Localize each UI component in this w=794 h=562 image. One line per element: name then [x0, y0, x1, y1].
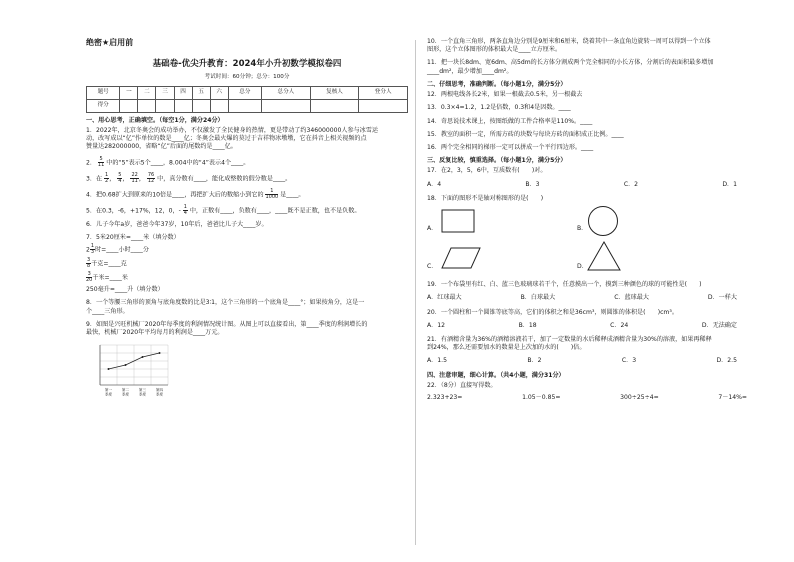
calc-item: 7－14%=: [718, 394, 747, 402]
question-3: 3．在 $\frac{1}{2}$ ， $\frac{5}{4}$ ， $\frac{22}{11}$ ， $\frac{76}{12}$ 中，真分数有____，能化成整数的假分数是____。: [86, 171, 292, 184]
denominator: 4: [183, 209, 187, 216]
score-header-cell: 登分人: [359, 86, 408, 99]
section-4-heading: 四、注意审题，细心计算。（共4小题，满分31分）: [427, 371, 565, 379]
q2-prefix: 2．: [86, 159, 96, 167]
q10-line: 10．一个直角三角形，两条直角边分别是9厘米和6厘米，绕着其中一条直角边旋转一周可以得到一个立体: [427, 38, 711, 45]
q7-part-b: [86, 258, 408, 269]
option-c[interactable]: C．: [427, 263, 438, 271]
score-cell[interactable]: [138, 99, 156, 112]
score-value-row: [87, 99, 408, 112]
option-b[interactable]: B．: [577, 225, 588, 233]
section-3-heading: 三、反复比较，慎重选择。（每小题1分，满分5分）: [427, 157, 567, 165]
q3-text: 中，真分数有____，能化成整数的假分数是____。: [157, 175, 292, 183]
calc-item: 2.323+23=: [427, 394, 463, 402]
data-point: [159, 352, 161, 354]
score-header-cell: 六: [210, 86, 228, 99]
question-21: [427, 336, 757, 352]
q2-text: 中的“5”表示5个____，8.004中的“4”表示4个____。: [106, 159, 250, 167]
option-a[interactable]: A．红球最大: [427, 294, 462, 302]
denominator: 12: [147, 177, 155, 184]
question-22: 22．（8分）直接写得数。: [427, 381, 497, 389]
option-d[interactable]: D．无法确定: [701, 321, 737, 329]
score-header-cell: 二: [138, 86, 156, 99]
score-header-cell: 三: [156, 86, 174, 99]
option-c[interactable]: C．2: [623, 180, 639, 188]
section-1-heading: 一、用心思考，正确填空。（每空1分，满分24分）: [86, 116, 224, 124]
denominator: 20: [86, 277, 93, 284]
x-tick-label: 季度: [138, 392, 147, 397]
q7c-text: 千米=____米: [92, 274, 128, 282]
data-point: [142, 356, 144, 358]
question-11: [427, 59, 757, 75]
option-a[interactable]: A．: [427, 225, 438, 233]
score-header-cell: 总分人: [262, 86, 311, 99]
q3-prefix: 3．在: [86, 175, 103, 183]
option-b[interactable]: B．白球最大: [520, 294, 556, 302]
x-tick-label: 第二: [121, 388, 130, 393]
question-12: 12．两根电线各长2米，如果一根截去0.5米，另一根截去: [427, 91, 583, 99]
option-d[interactable]: D．1: [722, 180, 737, 188]
question-18: 18．下面的图形不是轴对称图形的是( ): [427, 194, 544, 202]
q4-text-end: 是____。: [280, 191, 305, 199]
question-6: 6．儿子今年a岁，爸爸今年37岁，10年后，爸爸比儿子大____岁。: [86, 220, 268, 228]
q8-line: 个____三角形。: [86, 307, 129, 315]
score-header-cell: 一: [120, 86, 138, 99]
q1-line: 赞量达282000000，省略“亿”后面的尾数约是____亿。: [86, 143, 237, 151]
fraction: [147, 173, 155, 184]
score-header-row: [87, 86, 408, 99]
option-a[interactable]: A．4: [427, 180, 442, 188]
x-tick-label: 季度: [121, 392, 130, 397]
x-tick-label: 第三: [138, 388, 147, 393]
score-cell[interactable]: [156, 99, 174, 112]
question-15: 15．教室的面积一定，所需方砖的块数与每块方砖的面积成正比例。____: [427, 130, 624, 138]
fraction: [130, 173, 138, 184]
q7-part-a: [86, 244, 408, 255]
fraction: [98, 157, 104, 168]
rectangle-shape: [441, 209, 475, 233]
option-c[interactable]: C．3: [621, 357, 637, 365]
question-13: 13．0.3×4=1.2，1.2是倍数，0.3和4是因数。____: [427, 104, 571, 112]
score-cell[interactable]: [192, 99, 210, 112]
fraction: [117, 173, 122, 184]
score-cell[interactable]: [310, 99, 359, 112]
q21-line: 21．有酒精含量为36%的酒精溶液若干，加了一定数量的水后稀释成酒精含量为30%的溶液，如果再稀释: [427, 335, 712, 343]
score-cell[interactable]: [262, 99, 311, 112]
q9-line: 最快，机械厂2020年平均每月的利润是____万元。: [86, 329, 224, 336]
numerator: 1: [265, 189, 278, 195]
q5-text: 5．在0.3，-6，+17%，12，0，-: [86, 207, 181, 215]
fraction: [183, 205, 188, 216]
question-17: 17．在2，3，5，6中，互质数有( )对。: [427, 167, 547, 175]
question-20: 20．一个圆柱和一个圆锥等底等高，它们的体积之和是36cm³，则圆锥的体积是( )cm³。: [427, 308, 678, 316]
option-b[interactable]: B．2: [527, 357, 542, 365]
q8-line: 8．一个等腰三角形的顶角与底角度数的比是3∶1，这个三角形的一个底角是____°；如果按角分，这是一: [86, 299, 365, 307]
q17-options: [427, 181, 737, 189]
exam-subtitle: 考试时间：60分钟；总分：100分: [204, 74, 290, 81]
question-4: [86, 189, 408, 200]
score-cell[interactable]: [210, 99, 228, 112]
triangle-shape: [587, 241, 621, 271]
score-header-cell: 复核人: [310, 86, 359, 99]
q4-text: 4．把0.68扩大到原来的10倍是____，再把扩大后的数缩小到它的: [86, 191, 264, 199]
column-divider: [415, 40, 416, 545]
option-b[interactable]: B．18: [518, 321, 537, 329]
denominator: 2: [105, 177, 109, 184]
q11-line: ____dm²，最少增加____dm²。: [427, 67, 513, 75]
score-cell[interactable]: [174, 99, 192, 112]
score-header-cell: 题号: [87, 86, 120, 99]
section-2-heading: 二、仔细思考，准确判断。（每小题1分，满分5分）: [427, 80, 567, 88]
parallelogram-shape: [441, 247, 481, 269]
denominator: 4: [118, 177, 122, 184]
score-cell[interactable]: [359, 99, 408, 112]
option-d[interactable]: D．一样大: [707, 294, 737, 302]
numerator: 3: [87, 257, 91, 264]
numerator: 5: [99, 155, 103, 162]
score-header-cell: 总分: [228, 86, 261, 99]
option-b[interactable]: B．3: [525, 180, 540, 188]
option-a[interactable]: A．1.5: [427, 357, 447, 365]
score-header-cell: 五: [192, 86, 210, 99]
numerator: 1: [90, 243, 95, 250]
fraction: [265, 189, 278, 200]
fraction: [104, 173, 109, 184]
question-10: [427, 38, 757, 54]
question-14: 14．奇思说技术课上，按图纸做的工件合格率是110%。____: [427, 117, 593, 125]
score-table: [86, 86, 408, 113]
numerator: 1: [183, 203, 187, 210]
denominator: 8: [87, 263, 91, 270]
denominator: 11: [131, 177, 138, 184]
x-tick-label: 第四: [155, 388, 164, 393]
mixed-whole: 2: [86, 246, 90, 254]
calc-item: 300÷25÷4=: [620, 394, 659, 402]
denominator: 3: [90, 249, 95, 256]
option-d[interactable]: D．2.5: [716, 357, 737, 365]
question-8: [86, 299, 408, 315]
score-row-label: 得分: [87, 99, 120, 112]
denominator: 11: [97, 161, 105, 168]
q21-line: 到24%，那么还需要加水的数量是上次加的水的( )倍。: [427, 344, 586, 352]
q7-part-c: [86, 272, 408, 283]
q10-line: 图形，这个立体图形的体积最大是____立方厘米。: [427, 46, 562, 54]
option-d[interactable]: D．: [577, 263, 588, 271]
right-column: [427, 38, 757, 402]
option-c[interactable]: C．蓝球最大: [614, 294, 649, 302]
numerator: 3: [87, 271, 91, 278]
q7-part-d: 250毫升=____升（填分数）: [86, 286, 164, 294]
secret-label: 绝密★启用前: [86, 38, 134, 47]
question-1: [86, 127, 408, 152]
q7a-text: 时=____小时____分: [95, 246, 149, 254]
numerator: 5: [118, 171, 122, 178]
q1-line: 动，改写成以“亿”作单位的数是____亿；冬奥会最火爆的莫过于吉祥物冰墩墩，它在抖音上相关视频的点: [86, 135, 367, 143]
question-7: 7．5米20厘米=____米（填分数）: [86, 233, 180, 241]
question-5: [86, 205, 408, 216]
q22-items: [427, 394, 747, 402]
profit-line-chart: [86, 341, 172, 399]
q9-line: 9．如图是兴旺机械厂2020年每季度的利润情况统计图。从图上可以直接看出，第____季度的利润增长的: [86, 320, 368, 328]
q11-line: 11．把一块长8dm、宽6dm、高5dm的长方体分割成两个完全相同的小长方体，分割后的表面积最多增加: [427, 59, 714, 67]
q18-shapes: [427, 205, 757, 275]
x-tick-label: 第一: [104, 388, 113, 393]
x-tick-label: 季度: [155, 392, 164, 397]
numerator: 22: [131, 171, 138, 178]
left-column: [86, 38, 408, 402]
option-a[interactable]: A．12: [427, 321, 446, 329]
question-2: [86, 157, 408, 168]
q5-text-end: 中，正数有____，负数有____，____既不是正数，也不是负数。: [189, 207, 361, 215]
score-header-cell: 四: [174, 86, 192, 99]
circle-shape: [587, 205, 619, 237]
numerator: 1: [105, 171, 109, 178]
q19-options: [427, 294, 737, 302]
score-cell[interactable]: [228, 99, 261, 112]
q7b-text: 千克=____克: [91, 260, 127, 268]
calc-item: 1.05－0.85=: [522, 394, 561, 402]
question-16: 16．两个完全相同的梯形一定可以拼成一个平行四边形。____: [427, 143, 594, 151]
denominator: 1000: [265, 193, 279, 200]
q20-options: [427, 322, 737, 330]
exam-title: 基础卷-优尖升教育：2024年小升初数学模拟卷四: [152, 58, 342, 69]
q21-options: [427, 357, 737, 365]
numerator: 76: [147, 171, 155, 178]
question-9: [86, 321, 408, 337]
x-tick-label: 季度: [104, 392, 113, 397]
q1-line: 1．2022年，北京冬奥会的成功举办，不仅激发了全民健身的热情，更是带动了约346000000人参与冰雪运: [86, 127, 378, 135]
option-c[interactable]: C．24: [610, 321, 629, 329]
data-point: [108, 368, 110, 370]
data-point: [125, 364, 127, 366]
question-19: 19．一个布袋里有红、白、蓝三色玻璃球若干个，任意摸出一个，摸到三种颜色的球的可能性是( ): [427, 281, 702, 289]
score-cell[interactable]: [120, 99, 138, 112]
